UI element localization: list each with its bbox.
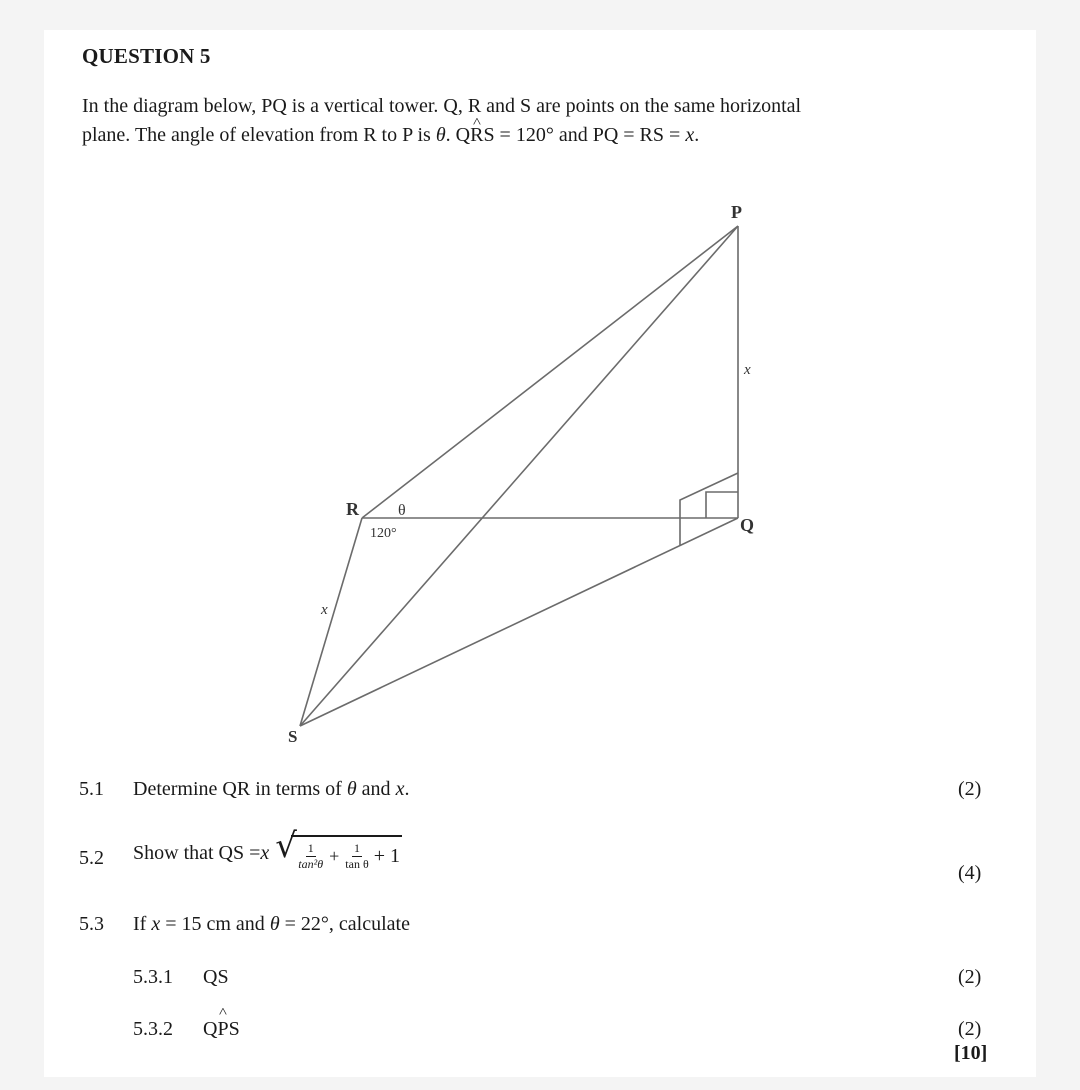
label-theta: θ	[398, 502, 406, 519]
line-RP	[362, 226, 738, 518]
angle-hat-R: ^ R	[470, 121, 483, 150]
label-RS-x: x	[321, 602, 328, 618]
fraction-1-over-tan-squared: $\frac{1}{\text{tan²θ}}$	[298, 841, 324, 871]
right-angle-marker-PQR	[706, 492, 738, 518]
sqrt-icon: √	[275, 826, 297, 866]
label-Q: Q	[740, 515, 755, 535]
diagram-lines	[300, 226, 738, 726]
intro-line-1: In the diagram below, PQ is a vertical tower. Q, R and S are points on the same horizontal	[82, 95, 802, 117]
right-angle-marker-PQS	[680, 473, 738, 545]
q5-3-text: If x = 15 cm and θ = 22°, calculate	[133, 913, 410, 935]
fraction-1-over-tan: $\frac{1}{\text{tan θ}}$	[345, 841, 369, 871]
line-RS	[300, 518, 362, 726]
exam-page	[44, 30, 1036, 1077]
q5-3-2-marks: (2)	[958, 1018, 982, 1040]
question-intro: In the diagram below, PQ is a vertical tower. Q, R and S are points on the same horizontal plane. The angle of elevation from R to P is θ. Q^ RS = 120° and PQ = RS = x.	[82, 92, 942, 150]
q5-1-number: 5.1	[79, 778, 104, 800]
q5-3-1-text: QS	[203, 966, 229, 988]
q5-2-number: 5.2	[79, 847, 104, 869]
label-P: P	[731, 202, 742, 222]
total-marks: [10]	[954, 1042, 988, 1064]
label-S: S	[288, 727, 298, 746]
label-PQ-x: x	[744, 362, 751, 378]
square-root: √ $\frac{1}{\text{tan²θ}}$ + $\frac{1}{\text{tan θ}}$ + 1	[275, 826, 400, 871]
line-SQ	[300, 518, 738, 726]
q5-3-2-number: 5.3.2	[133, 1018, 173, 1040]
angle-hat-P: ^ P	[217, 1018, 228, 1041]
q5-3-1-number: 5.3.1	[133, 966, 173, 988]
question-title: QUESTION 5	[82, 44, 211, 68]
q5-2-text: Show that QS = x √ $\frac{1}{\text{tan²θ}}$ + $\frac{1}{\text{tan θ}}$ + 1	[133, 826, 400, 871]
label-angle-120: 120°	[370, 526, 397, 541]
line-SP	[300, 226, 738, 726]
q5-3-1-marks: (2)	[958, 966, 982, 988]
q5-3-2-text: Q^ PS	[203, 1018, 240, 1041]
q5-1-marks: (2)	[958, 778, 982, 800]
q5-3-number: 5.3	[79, 913, 104, 935]
label-R: R	[346, 499, 359, 519]
q5-2-marks: (4)	[958, 862, 982, 884]
q5-1-text: Determine QR in terms of θ and x.	[133, 778, 410, 800]
theta-symbol: θ	[435, 124, 446, 146]
